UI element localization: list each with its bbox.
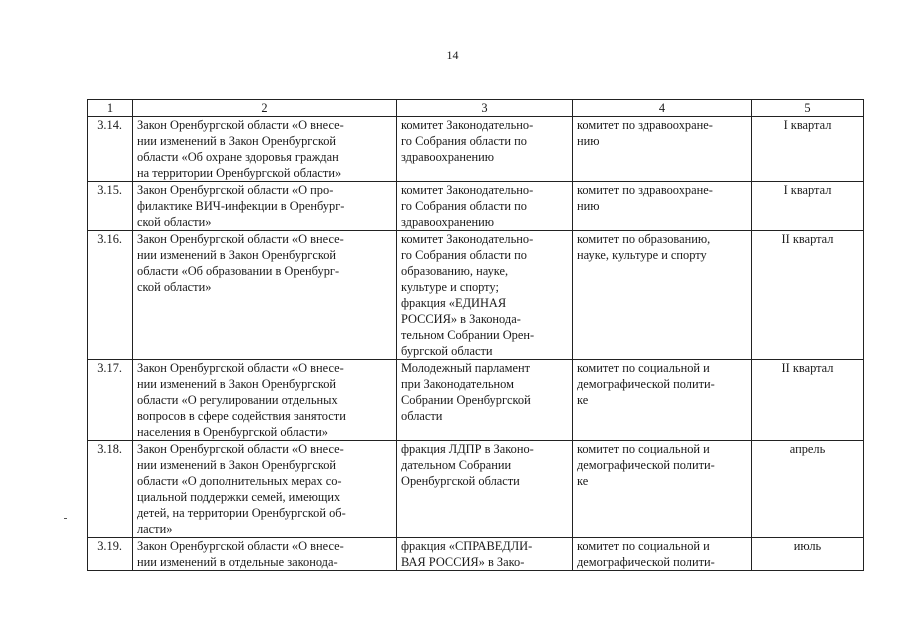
column-header-5: 5 [752,100,864,117]
initiator-cell-line: комитет Законодательно- [401,118,534,132]
law-title-cell-line: циальной поддержки семей, имеющих [137,490,341,504]
term-cell: апрель [752,441,864,538]
law-title-cell-line: ласти» [137,522,173,536]
page-number: 14 [446,48,459,62]
committee-cell-line: комитет по образованию, [577,232,711,246]
law-title-cell-line: на территории Оренбургской области» [137,166,342,180]
law-title-cell [133,538,397,571]
initiator-cell-line: го Собрания области по [401,199,527,213]
initiator-cell-line: РОССИЯ» в Законода- [401,312,521,326]
term-cell: I квартал [752,182,864,231]
initiator-cell [397,182,573,231]
term-cell: июль [752,538,864,571]
committee-cell-line: нию [577,199,600,213]
initiator-cell-line: комитет Законодательно- [401,183,534,197]
initiator-cell [397,360,573,441]
committee-cell-line: комитет по социальной и [577,361,710,375]
initiator-cell-line: бургской области [401,344,493,358]
law-title-cell-line: Закон Оренбургской области «О внесе- [137,539,344,553]
initiator-cell [397,441,573,538]
law-title-cell [133,117,397,182]
law-title-cell-line: области «Об охране здоровья граждан [137,150,339,164]
law-title-cell-line: вопросов в сфере содействия занятости [137,409,346,423]
law-title-cell-line: нии изменений в Закон Оренбургской [137,134,337,148]
law-title-cell-line: Закон Оренбургской области «О про- [137,183,334,197]
law-title-cell-line: области «О регулировании отдельных [137,393,338,407]
initiator-cell-line: здравоохранению [401,215,495,229]
law-title-cell-line: ской области» [137,280,212,294]
initiator-cell-line: Молодежный парламент [401,361,531,375]
law-title-cell [133,360,397,441]
law-title-cell-line: Закон Оренбургской области «О внесе- [137,361,344,375]
committee-cell [573,182,752,231]
committee-cell-line: демографической полити- [577,377,715,391]
row-number: 3.19. [88,538,133,571]
law-title-cell-line: Закон Оренбургской области «О внесе- [137,442,344,456]
table-row [88,360,864,441]
committee-cell [573,360,752,441]
initiator-cell [397,538,573,571]
law-title-cell-line: нии изменений в отдельные законода- [137,555,338,569]
initiator-cell-line: дательном Собрании [401,458,512,472]
row-number: 3.15. [88,182,133,231]
committee-cell-line: комитет по социальной и [577,442,710,456]
law-title-cell-line: нии изменений в Закон Оренбургской [137,458,337,472]
initiator-cell-line: фракция «СПРАВЕДЛИ- [401,539,533,553]
table-row [88,231,864,360]
term-cell: II квартал [752,231,864,360]
law-title-cell-line: Закон Оренбургской области «О внесе- [137,232,344,246]
row-number: 3.18. [88,441,133,538]
law-title-cell [133,441,397,538]
initiator-cell [397,231,573,360]
committee-cell [573,231,752,360]
law-title-cell-line: области «О дополнительных мерах со- [137,474,342,488]
initiator-cell-line: при Законодательном [401,377,514,391]
committee-cell-line: науке, культуре и спорту [577,248,707,262]
committee-cell [573,538,752,571]
committee-cell-line: демографической полити- [577,458,715,472]
law-title-cell-line: детей, на территории Оренбургской об- [137,506,346,520]
law-title-cell-line: ской области» [137,215,212,229]
initiator-cell-line: ВАЯ РОССИЯ» в Зако- [401,555,525,569]
table-header-row [88,100,864,117]
row-number: 3.14. [88,117,133,182]
initiator-cell-line: тельном Собрании Орен- [401,328,535,342]
table-row [88,182,864,231]
scan-speck [64,518,67,519]
initiator-cell-line: го Собрания области по [401,248,527,262]
initiator-cell-line: Собрании Оренбургской [401,393,531,407]
initiator-cell-line: фракция «ЕДИНАЯ [401,296,507,310]
row-number: 3.16. [88,231,133,360]
law-title-cell-line: населения в Оренбургской области» [137,425,328,439]
committee-cell-line: нию [577,134,600,148]
committee-cell [573,117,752,182]
term-cell: II квартал [752,360,864,441]
initiator-cell-line: Оренбургской области [401,474,520,488]
initiator-cell-line: образованию, науке, [401,264,509,278]
law-title-cell [133,231,397,360]
legislative-plan-table [87,99,864,571]
row-number: 3.17. [88,360,133,441]
committee-cell-line: демографической полити- [577,555,715,569]
committee-cell-line: комитет по здравоохране- [577,118,713,132]
initiator-cell-line: здравоохранению [401,150,495,164]
law-title-cell-line: нии изменений в Закон Оренбургской [137,377,337,391]
column-header-1: 1 [88,100,133,117]
committee-cell-line: комитет по здравоохране- [577,183,713,197]
initiator-cell-line: культуре и спорту; [401,280,499,294]
committee-cell [573,441,752,538]
initiator-cell-line: го Собрания области по [401,134,527,148]
committee-cell-line: ке [577,474,589,488]
law-title-cell-line: области «Об образовании в Оренбург- [137,264,340,278]
table-row [88,441,864,538]
committee-cell-line: ке [577,393,589,407]
initiator-cell [397,117,573,182]
law-title-cell [133,182,397,231]
initiator-cell-line: комитет Законодательно- [401,232,534,246]
column-header-4: 4 [573,100,752,117]
initiator-cell-line: фракция ЛДПР в Законо- [401,442,534,456]
law-title-cell-line: филактике ВИЧ-инфекции в Оренбург- [137,199,345,213]
term-cell: I квартал [752,117,864,182]
law-title-cell-line: нии изменений в Закон Оренбургской [137,248,337,262]
column-header-2: 2 [133,100,397,117]
committee-cell-line: комитет по социальной и [577,539,710,553]
initiator-cell-line: области [401,409,443,423]
table-row [88,117,864,182]
law-title-cell-line: Закон Оренбургской области «О внесе- [137,118,344,132]
table-row [88,538,864,571]
column-header-3: 3 [397,100,573,117]
